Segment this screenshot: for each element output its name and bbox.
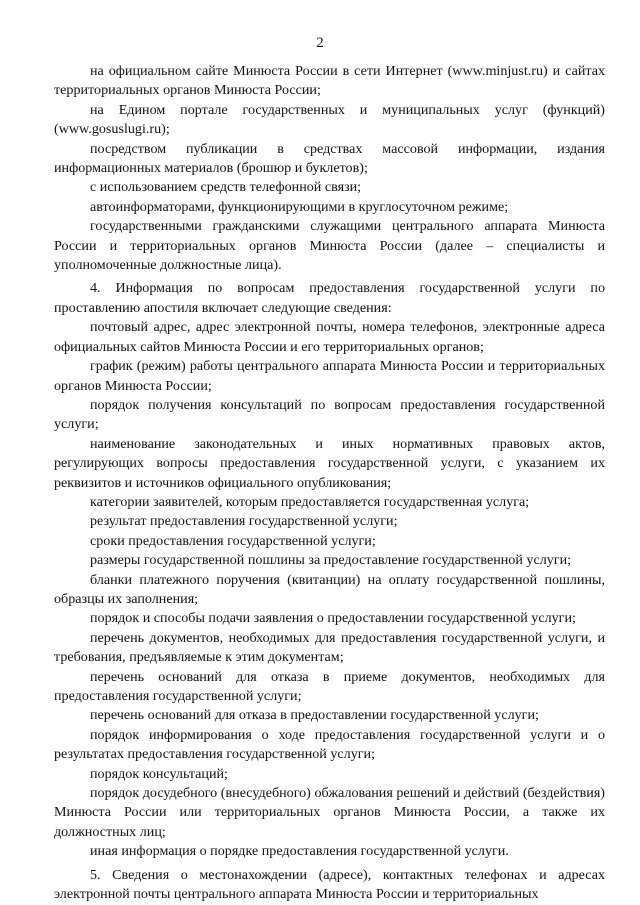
paragraph: категории заявителей, которым предоставляется государственная услуга; — [90, 493, 530, 510]
paragraph: порядок получения консультаций по вопросам предоставления государственной услуги; — [54, 396, 605, 433]
document-body — [54, 62, 605, 904]
paragraph: перечень документов, необходимых для предоставления государственной услуги, и требования, предъявляемые к этим документам; — [54, 629, 605, 666]
paragraph: почтовый адрес, адрес электронной почты, номера телефонов, электронные адреса официальных сайтов Минюста России и его территориальных органов; — [54, 319, 605, 355]
paragraph: перечень оснований для отказа в предоставлении государственной услуги; — [90, 707, 539, 724]
paragraph: с использованием средств телефонной связи; — [90, 179, 362, 196]
paragraph: порядок консультаций; — [90, 765, 228, 782]
paragraph: 4. Информация по вопросам предоставления государственной услуги по проставлению апостиля включает следующие сведения: — [54, 280, 605, 316]
paragraph: порядок досудебного (внесудебного) обжалования решений и действий (бездействия) Минюста России или территориальных органов Минюста России, а также их должностных лиц; — [54, 785, 605, 840]
page-number: 2 — [316, 35, 324, 51]
paragraph: на Едином портале государственных и муниципальных услуг (функций) (www.gosuslugi.ru); — [54, 101, 605, 138]
paragraph: государственными гражданскими служащими центрального аппарата Минюста России и территориальных органов Минюста России (далее – специалисты и уполномоченные должностные лица). — [54, 218, 605, 274]
paragraph: автоинформаторами, функционирующими в круглосуточном режиме; — [90, 198, 509, 215]
paragraph: иная информация о порядке предоставления государственной услуги. — [90, 843, 509, 860]
paragraph: сроки предоставления государственной услуги; — [90, 532, 376, 549]
paragraph: на официальном сайте Минюста России в сети Интернет (www.minjust.ru) и сайтах территориальных органов Минюста России; — [54, 63, 605, 99]
paragraph: порядок и способы подачи заявления о предоставлении государственной услуги; — [90, 610, 576, 627]
paragraph: размеры государственной пошлины за предоставление государственной услуги; — [90, 552, 572, 569]
paragraph: наименование законодательных и иных нормативных правовых актов, регулирующих вопросы предоставления государственной услуги, с указанием их реквизитов и источников официального опубликования; — [54, 435, 605, 491]
paragraph: результат предоставления государственной услуги; — [90, 513, 398, 530]
paragraph: перечень оснований для отказа в приеме документов, необходимых для предоставления государственной услуги; — [54, 668, 605, 704]
paragraph: 5. Сведения о местонахождении (адресе), контактных телефонах и адресах электронной почты центрального аппарата Минюста России и территориальных — [54, 866, 605, 903]
paragraph: бланки платежного поручения (квитанции) на оплату государственной пошлины, образцы их заполнения; — [54, 571, 605, 607]
paragraph: посредством публикации в средствах массовой информации, издания информационных материалов (брошюр и буклетов); — [54, 140, 605, 177]
paragraph: график (режим) работы центрального аппарата Минюста России и территориальных органов Минюста России; — [54, 358, 605, 394]
paragraph: порядок информирования о ходе предоставления государственной услуги и о результатах предоставления государственной услуги; — [54, 726, 605, 763]
